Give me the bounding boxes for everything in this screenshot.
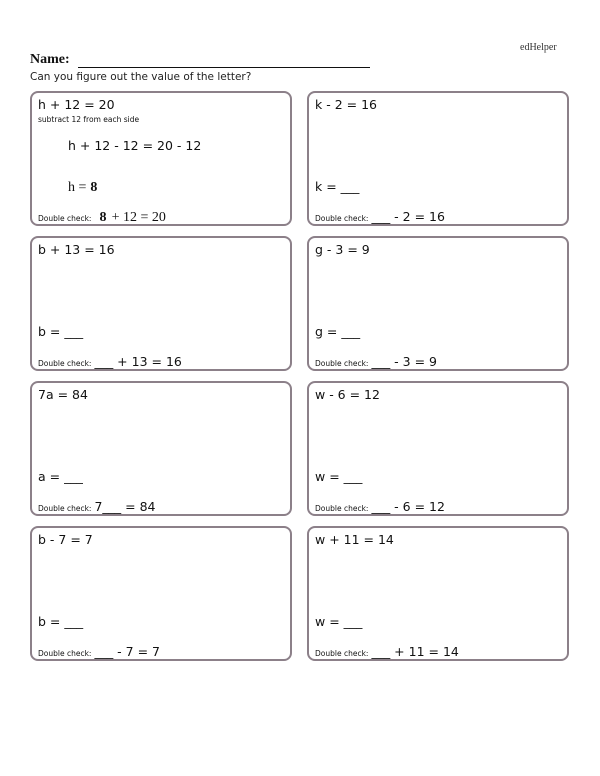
double-check-equation: + 12 = 20 bbox=[111, 210, 166, 225]
answer-blank[interactable]: a = ___ bbox=[38, 469, 83, 484]
problem-equation: g - 3 = 9 bbox=[315, 242, 370, 257]
answer-blank[interactable]: w = ___ bbox=[315, 469, 363, 484]
problem-card-5 bbox=[30, 381, 292, 516]
problem-equation: w + 11 = 14 bbox=[315, 532, 394, 547]
problem-card-3 bbox=[30, 236, 292, 371]
double-check-equation[interactable]: ___ - 6 = 12 bbox=[371, 499, 445, 514]
double-check bbox=[315, 206, 445, 225]
double-check bbox=[38, 496, 155, 515]
worked-step: h + 12 - 12 = 20 - 12 bbox=[68, 138, 202, 153]
instructions: Can you figure out the value of the letter? bbox=[30, 71, 252, 83]
answer-blank[interactable]: b = ___ bbox=[38, 324, 84, 339]
double-check-label: Double check: bbox=[38, 504, 92, 513]
problem-card-4 bbox=[307, 236, 569, 371]
problem-equation: h + 12 = 20 bbox=[38, 97, 115, 112]
problem-equation: k - 2 = 16 bbox=[315, 97, 377, 112]
answer-blank[interactable]: g = ___ bbox=[315, 324, 361, 339]
problem-card-6 bbox=[307, 381, 569, 516]
double-check-value: 8 bbox=[99, 210, 107, 225]
worked-answer bbox=[68, 179, 97, 196]
problem-equation: 7a = 84 bbox=[38, 387, 88, 402]
problem-equation: b + 13 = 16 bbox=[38, 242, 115, 257]
problem-equation: b - 7 = 7 bbox=[38, 532, 93, 547]
problem-card-2 bbox=[307, 91, 569, 226]
answer-blank[interactable]: k = ___ bbox=[315, 179, 360, 194]
double-check bbox=[38, 641, 160, 660]
double-check-label: Double check: bbox=[315, 504, 369, 513]
name-field[interactable] bbox=[78, 55, 370, 68]
double-check-equation[interactable]: ___ - 3 = 9 bbox=[371, 354, 437, 369]
double-check bbox=[315, 641, 459, 660]
answer-variable: h = bbox=[68, 180, 87, 195]
brand-label: edHelper bbox=[520, 42, 557, 53]
double-check-label: Double check: bbox=[38, 359, 92, 368]
name-row bbox=[30, 52, 370, 68]
problem-equation: w - 6 = 12 bbox=[315, 387, 380, 402]
problem-card-8 bbox=[307, 526, 569, 661]
problem-card-7 bbox=[30, 526, 292, 661]
double-check-label: Double check: bbox=[38, 649, 92, 658]
double-check-equation[interactable]: ___ + 11 = 14 bbox=[371, 644, 459, 659]
answer-value: 8 bbox=[90, 180, 98, 195]
double-check bbox=[315, 351, 437, 370]
double-check-label: Double check: bbox=[315, 214, 369, 223]
name-label: Name: bbox=[30, 52, 70, 67]
double-check-equation[interactable]: ___ - 7 = 7 bbox=[94, 644, 160, 659]
double-check bbox=[38, 351, 182, 370]
double-check-equation[interactable]: 7___ = 84 bbox=[94, 499, 156, 514]
double-check-equation[interactable]: ___ - 2 = 16 bbox=[371, 209, 445, 224]
double-check-equation[interactable]: ___ + 13 = 16 bbox=[94, 354, 182, 369]
double-check bbox=[38, 206, 166, 226]
hint-note: subtract 12 from each side bbox=[38, 115, 140, 124]
double-check-label: Double check: bbox=[315, 359, 369, 368]
double-check-label: Double check: bbox=[315, 649, 369, 658]
answer-blank[interactable]: w = ___ bbox=[315, 614, 363, 629]
answer-blank[interactable]: b = ___ bbox=[38, 614, 84, 629]
double-check-label: Double check: bbox=[38, 214, 92, 223]
problem-card-1 bbox=[30, 91, 292, 226]
double-check bbox=[315, 496, 445, 515]
